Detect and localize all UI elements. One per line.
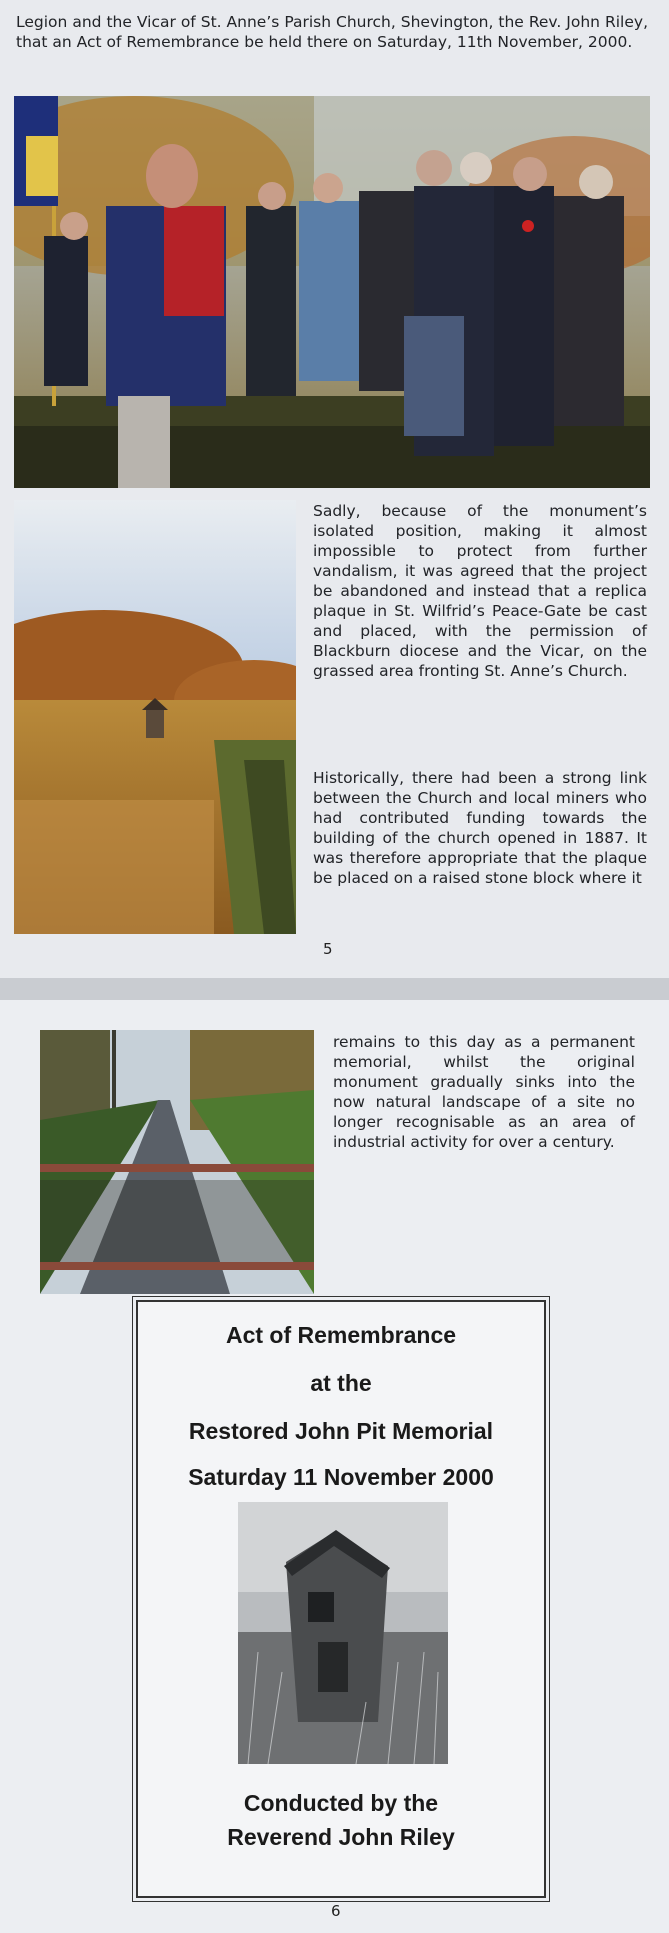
paragraph-historical-link: Historically, there had been a strong link between the Church and local miners who had contributed funding towards the building of the church opened in 1887. It was therefore appropriate that the plaque be placed on a raised stone block where it xyxy=(313,769,647,887)
page-number: 5 xyxy=(323,940,333,958)
paragraph-abandoned-project: Sadly, because of the monument’s isolated position, making it almost impossible to protect from further vandalism, it was agreed that the project be abandoned and instead that a replica plaque in St. Wilfrid’s Peace-Gate be cast and placed, with the permission of Blackburn diocese and the Vicar, on the grassed area fronting St. Anne’s Church. xyxy=(313,502,647,680)
monument-ruin-photo xyxy=(238,1502,448,1764)
poster-memorial-name: Restored John Pit Memorial xyxy=(188,1418,494,1444)
intro-paragraph: Legion and the Vicar of St. Anne’s Parish Church, Shevington, the Rev. John Riley, that an Act of Remembrance be held there on Saturday, 11th November, 2000. xyxy=(16,13,648,51)
page-number: 6 xyxy=(331,1902,341,1920)
overgrown-track-photo xyxy=(40,1030,314,1294)
ceremony-group-photo xyxy=(14,96,650,488)
poster-line-at-the: at the xyxy=(310,1370,372,1396)
poster-reverend-name: Reverend John Riley xyxy=(227,1824,455,1850)
poster-title: Act of Remembrance xyxy=(225,1322,457,1348)
page-divider xyxy=(0,978,669,1000)
monument-field-photo xyxy=(14,500,296,934)
poster-conducted-by: Conducted by the xyxy=(243,1790,439,1816)
remembrance-poster xyxy=(136,1300,546,1898)
paragraph-permanent-memorial: remains to this day as a permanent memorial, whilst the original monument gradually sinks into the now natural landscape of a site no longer recognisable as an area of industrial activity for over a century. xyxy=(333,1033,635,1151)
page-6 xyxy=(0,1000,669,1933)
poster-date: Saturday 11 November 2000 xyxy=(188,1464,494,1490)
